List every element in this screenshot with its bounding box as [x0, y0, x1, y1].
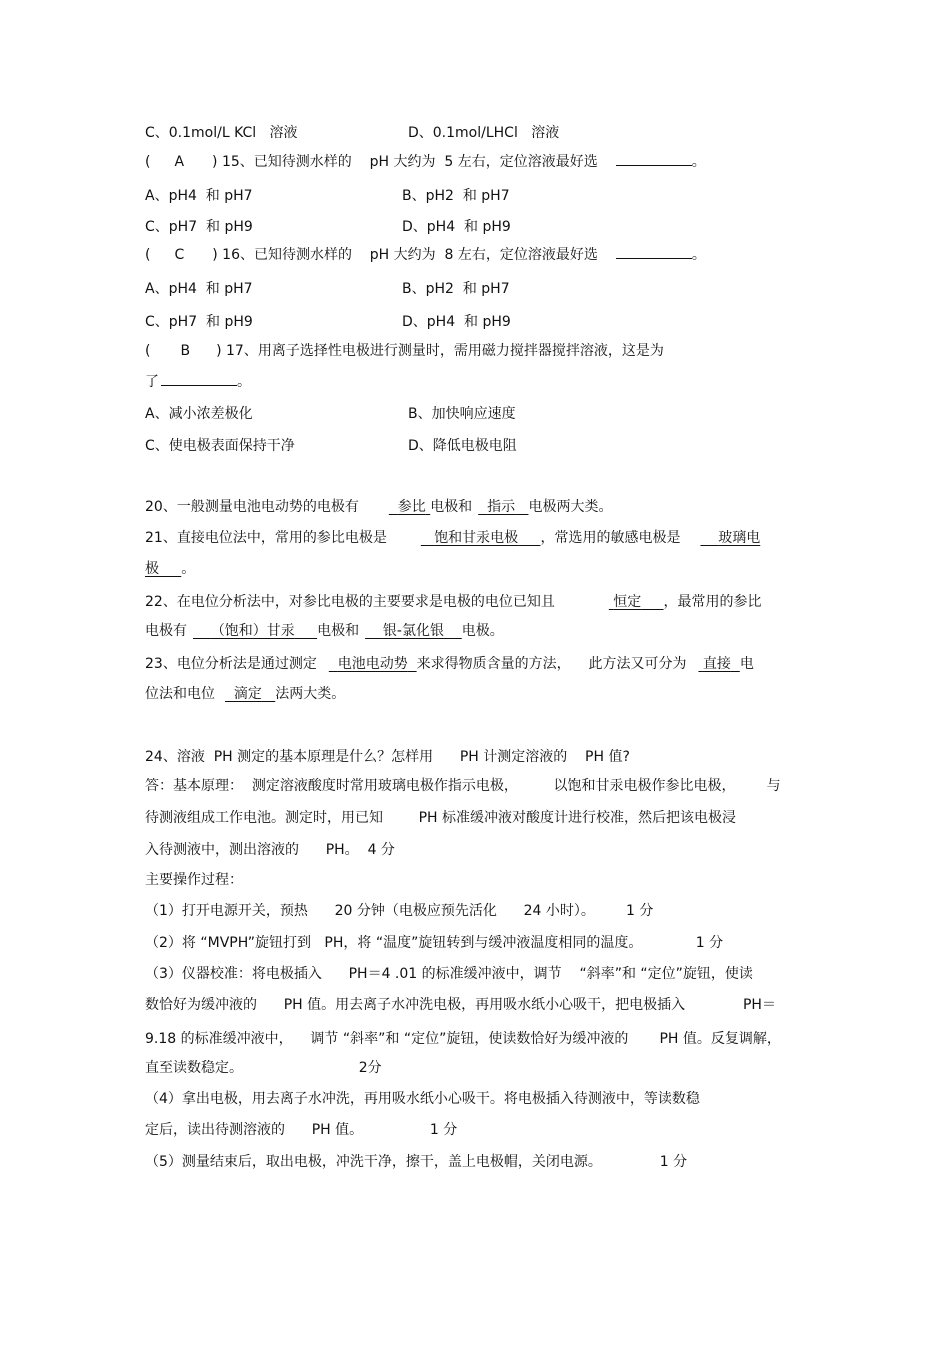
text: 电极和: [317, 623, 360, 639]
step-3-cont: 直至读数稳定。 2分: [145, 1060, 382, 1076]
paren-close: ): [212, 154, 218, 170]
fill-answer: 直接: [702, 656, 731, 672]
fill-answer: 电池电动势: [337, 656, 408, 672]
question-23: [145, 655, 754, 673]
option-b: B、加快响应速度: [408, 406, 516, 422]
option-c: C、使电极表面保持干净: [145, 438, 295, 454]
question-17: [145, 342, 664, 360]
question-stem: 16、已知待测水样的 pH 大约为 8 左右，定位溶液最好选: [222, 247, 598, 263]
text: 。: [181, 561, 196, 577]
step-2: （2）将 “MVPH”旋钮打到 PH，将 “温度”旋钮转到与缓冲液温度相同的温度。 1 分: [145, 935, 724, 951]
paren-open: (: [145, 154, 151, 170]
question-15: [145, 153, 706, 171]
fill-answer: 参比: [397, 499, 426, 515]
option-a: A、pH4 和 pH7: [145, 188, 253, 204]
text: 21、直接电位法中，常用的参比电极是: [145, 530, 387, 546]
question-21: [145, 529, 760, 547]
stem-end: 。: [237, 374, 251, 390]
text: 位法和电位: [145, 686, 215, 702]
fill-answer: 饱和甘汞电极: [434, 530, 519, 546]
paren-open: (: [145, 343, 151, 359]
option-d: D、0.1mol/LHCl 溶液: [408, 125, 560, 141]
paren-close: ): [212, 247, 218, 263]
answer: B: [180, 343, 191, 359]
fill-answer: 玻璃电: [718, 530, 761, 546]
question-24: 24、溶液 PH 测定的基本原理是什么？怎样用 PH 计测定溶液的 PH 值?: [145, 749, 630, 765]
option-d: D、pH4 和 pH9: [402, 314, 511, 330]
text: 电极有: [145, 623, 187, 639]
answer: A: [174, 154, 185, 170]
fill-answer: 银-氯化银: [382, 623, 444, 639]
step-4: （4）拿出电极，用去离子水冲洗，再用吸水纸小心吸干。将电极插入待测液中，等读数稳: [145, 1091, 700, 1107]
ops-title: 主要操作过程：: [145, 872, 243, 888]
text: 电极两大类。: [528, 499, 613, 515]
option-b: B、pH2 和 pH7: [402, 188, 510, 204]
option-b: B、pH2 和 pH7: [402, 281, 510, 297]
answer-blank: [616, 246, 692, 259]
step-1: （1）打开电源开关，预热 20 分钟（电极应预先活化 24 小时）。 1 分: [145, 903, 654, 919]
text: ，常选用的敏感电极是: [540, 530, 681, 546]
option-d: D、降低电极电阻: [408, 438, 517, 454]
answer: C: [174, 247, 185, 263]
text: 来求得物质含量的方法， 此方法又可分为: [416, 656, 687, 672]
answer-line: 答：基本原理： 测定溶液酸度时常用玻璃电极作指示电极， 以饱和甘汞电极作参比电极， 与: [145, 778, 781, 794]
text: 电极。: [461, 623, 504, 639]
step-5: （5）测量结束后，取出电极，冲洗干净，擦干，盖上电极帽，关闭电源。 1 分: [145, 1154, 688, 1170]
option-a: A、减小浓差极化: [145, 406, 253, 422]
option-c: C、0.1mol/L KCl 溶液: [145, 125, 298, 141]
question-stem: 15、已知待测水样的 pH 大约为 5 左右，定位溶液最好选: [221, 154, 598, 170]
fill-answer: 滴定: [233, 686, 262, 702]
stem-cont: 了: [145, 374, 159, 390]
question-stem: 17、用离子选择性电极进行测量时，需用磁力搅拌器搅拌溶液，这是为: [226, 343, 664, 359]
option-c: C、pH7 和 pH9: [145, 314, 253, 330]
fill-answer: 指示: [487, 499, 516, 515]
question-17-cont: [145, 373, 251, 391]
answer-line: 待测液组成工作电池。测定时，用已知 PH 标准缓冲液对酸度计进行校准，然后把该电极浸: [145, 810, 737, 826]
question-20: [145, 498, 612, 516]
answer-blank: [616, 153, 692, 166]
question-16: [145, 246, 706, 264]
question-22-cont: [145, 622, 504, 640]
text: 22、在电位分析法中，对参比电极的主要要求是电极的电位已知且: [145, 594, 555, 610]
question-21-cont: [145, 560, 195, 578]
stem-end: 。: [691, 154, 706, 170]
step-3-cont: 9.18 的标准缓冲液中， 调节 “斜率”和 “定位”旋钮，使读数恰好为缓冲液的 PH 值。反复调解，: [145, 1031, 781, 1047]
fill-answer: 恒定: [613, 594, 642, 610]
text: 电极和: [430, 499, 473, 515]
text: ，最常用的参比: [663, 594, 762, 610]
step-3: （3）仪器校准：将电极插入 PH＝4 .01 的标准缓冲液中，调节 “斜率”和 “定位”旋钮，使读: [145, 966, 753, 982]
stem-end: 。: [691, 247, 706, 263]
paren-open: (: [145, 247, 151, 263]
fill-answer: （饱和）甘汞: [210, 623, 295, 639]
answer-line: 入待测液中，测出溶液的 PH。 4 分: [145, 842, 395, 858]
option-c: C、pH7 和 pH9: [145, 219, 253, 235]
paren-close: ): [216, 343, 222, 359]
text: 20、一般测量电池电动势的电极有: [145, 499, 359, 515]
step-3-cont: 数恰好为缓冲液的 PH 值。用去离子水冲洗电极，再用吸水纸小心吸干，把电极插入 PH＝: [145, 997, 776, 1013]
answer-blank: [161, 373, 237, 386]
option-a: A、pH4 和 pH7: [145, 281, 253, 297]
text: 23、电位分析法是通过测定: [145, 656, 317, 672]
question-22: [145, 593, 762, 611]
text: 电: [739, 656, 754, 672]
step-4-cont: 定后，读出待测溶液的 PH 值。 1 分: [145, 1122, 458, 1138]
text: 法两大类。: [275, 686, 346, 702]
question-23-cont: [145, 685, 345, 703]
fill-answer: 极: [145, 561, 159, 577]
option-d: D、pH4 和 pH9: [402, 219, 511, 235]
